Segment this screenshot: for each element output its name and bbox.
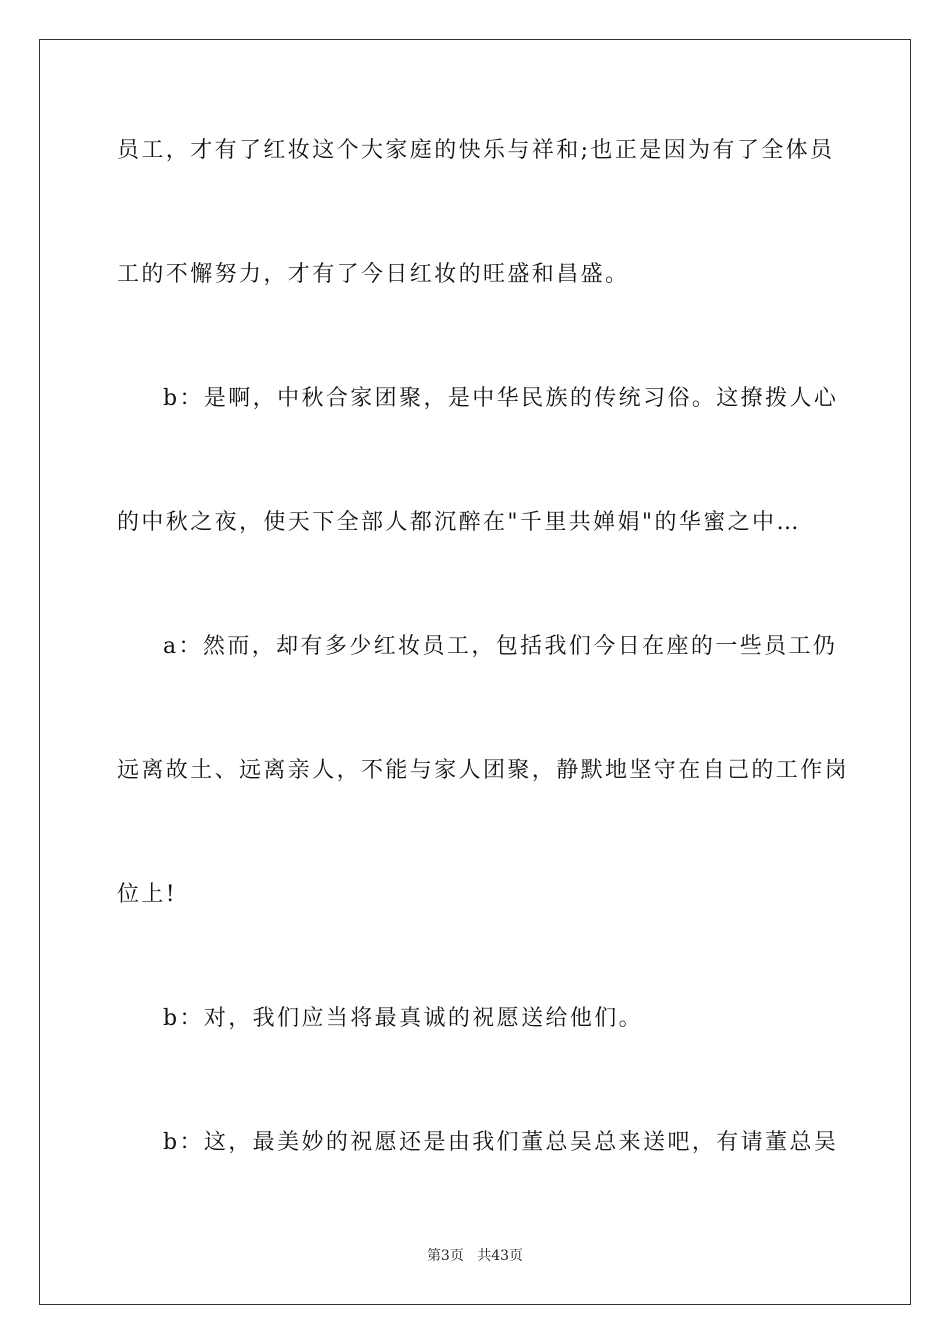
text-line: 工的不懈努力，才有了今日红妆的旺盛和昌盛。 [117,262,630,287]
page-total: 共43页 [477,1248,524,1264]
page-number: 第3页 [426,1248,464,1264]
page-footer [0,1247,950,1265]
text-line: 远离故土、远离亲人，不能与家人团聚，静默地坚守在自己的工作岗 [117,758,850,783]
text-line: b：对，我们应当将最真诚的祝愿送给他们。 [163,1006,644,1031]
text-line: 的中秋之夜，使天下全部人都沉醉在"千里共婵娟"的华蜜之中… [117,510,801,535]
text-line: b：是啊，中秋合家团聚，是中华民族的传统习俗。这撩拨人心 [163,386,839,411]
page-border [39,39,911,1305]
text-line: 位上! [117,882,178,907]
text-line: a：然而，却有多少红妆员工，包括我们今日在座的一些员工仍 [163,634,838,659]
text-line: b：这，最美妙的祝愿还是由我们董总吴总来送吧，有请董总吴 [163,1130,839,1155]
text-line: 员工，才有了红妆这个大家庭的快乐与祥和;也正是因为有了全体员 [117,138,835,163]
